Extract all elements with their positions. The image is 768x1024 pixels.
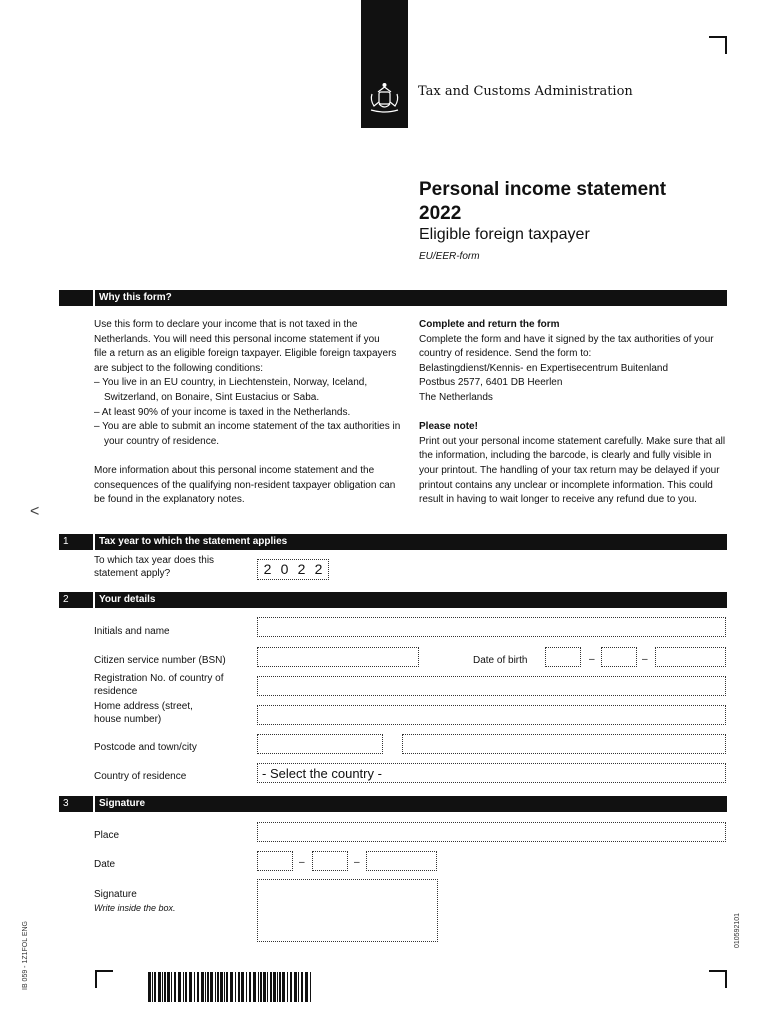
section-heading: Your details [99,594,156,605]
initials-label: Initials and name [94,626,170,637]
note-text: Print out your personal income statement carefully. Make sure that all the information, including the barcode, is clearly and fully visible in your printout. The handling of your tax return may be delayed if your printout contains any unclear or incomplete information. This could result in having to wait longer to receive any refund due to you. [419,435,726,506]
intro-line: are subject to the following conditions: [94,362,263,374]
section-heading-why: Why this form? [99,292,172,303]
year-digit: 2 [297,561,306,577]
date-separator: – [642,654,648,665]
fold-mark-icon: < [30,503,40,520]
tax-year-field[interactable] [257,559,329,580]
dob-day-input[interactable] [545,647,581,667]
form-subtitle: Eligible foreign taxpayer [419,226,590,243]
form-code: EU/EER-form [419,251,480,262]
more-info-text: More information about this personal income statement and the consequences of the qualifying non-resident taxpayer obligation can be found in the explanatory notes. [94,464,396,506]
agency-name: Tax and Customs Administration [418,84,633,99]
year-digit: 2 [263,561,272,577]
date-separator: – [354,857,360,868]
home-address-input[interactable] [257,705,726,725]
why-right-column [419,318,729,508]
address-line: The Netherlands [419,391,493,403]
intro-line: Use this form to declare your income that is not taxed in the [94,319,358,330]
initials-name-input[interactable] [257,617,726,637]
section-number: 2 [63,594,69,605]
intro-line: file a return as an eligible foreign taxpayer. Eligible foreign taxpayers [94,348,397,360]
postcode-label: Postcode and town/city [94,742,197,753]
condition-item: – You live in an EU country, in Liechtenstein, Norway, Iceland, Switzerland, on Bonaire, Sint Eustacius or Saba. [94,377,368,403]
royal-crest-icon [364,78,405,118]
crop-mark-top-right [709,36,727,54]
registration-number-input[interactable] [257,676,726,696]
section-number: 1 [63,536,69,547]
form-reference-code: IB 059 - 1Z1FOL ENG [22,921,29,990]
section-bar-1 [59,534,727,550]
place-input[interactable] [257,822,726,842]
place-label: Place [94,830,120,841]
complete-text: Complete the form and have it signed by the tax authorities of your country of residence. Send the form to: [419,333,714,360]
date-label: Date [94,859,116,870]
logo-bar [361,0,408,128]
country-label: Country of residence [94,771,187,782]
town-city-input[interactable] [402,734,726,754]
section-bar-why [59,290,727,306]
date-separator: – [299,857,305,868]
dob-year-input[interactable] [655,647,726,667]
registration-label: Registration No. of country of residence [94,673,224,697]
home-address-label: Home address (street, house number) [94,701,193,725]
document-number: 010592101 [734,912,741,948]
date-day-input[interactable] [257,851,293,871]
crop-mark-bottom-left [95,970,113,988]
bsn-label: Citizen service number (BSN) [94,655,226,666]
section-heading: Signature [99,798,146,809]
section-heading: Tax year to which the statement applies [99,536,288,547]
tax-year-question: To which tax year does this statement apply? [94,555,215,579]
complete-heading: Complete and return the form [419,319,560,330]
crop-mark-bottom-right [709,970,727,988]
date-separator: – [589,654,595,665]
signature-hint: Write inside the box. [94,903,176,913]
condition-item: – At least 90% of your income is taxed in the Netherlands. [94,406,351,418]
date-year-input[interactable] [366,851,437,871]
signature-box[interactable] [257,879,438,942]
signature-label: Signature [94,889,137,900]
note-heading: Please note! [419,421,478,433]
country-select[interactable]: - Select the country - [257,763,726,783]
year-digit: 2 [314,561,323,577]
section-bar-3 [59,796,727,812]
intro-line: Netherlands. You will need this personal income statement if you [94,333,380,345]
address-line: Postbus 2577, 6401 DB Heerlen [419,377,563,389]
form-title: Personal income statement 2022 [419,179,667,224]
dob-label: Date of birth [473,655,528,666]
year-digit: 0 [280,561,289,577]
condition-item: – You are able to submit an income statement of the tax authorities in your country of residence. [94,421,401,447]
bsn-input[interactable] [257,647,419,667]
address-line: Belastingdienst/Kennis- en Expertisecentrum Buitenland [419,362,669,374]
dob-month-input[interactable] [601,647,637,667]
postcode-input[interactable] [257,734,383,754]
why-left-column [94,318,404,508]
date-month-input[interactable] [312,851,348,871]
section-bar-2 [59,592,727,608]
section-number: 3 [63,798,69,809]
barcode-icon [148,972,314,1002]
